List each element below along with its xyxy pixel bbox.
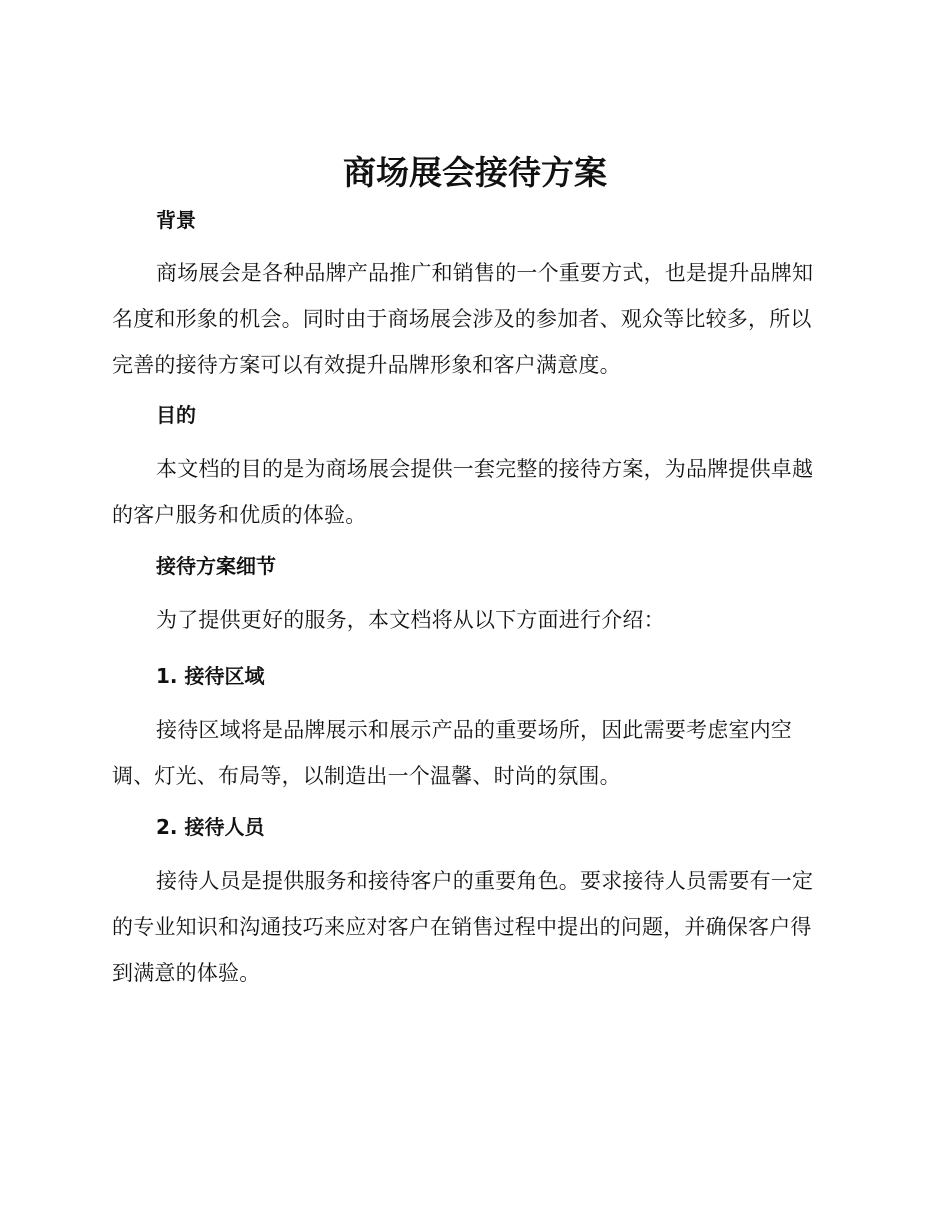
section-paragraph-purpose: 本文档的目的是为商场展会提供一套完整的接待方案，为品牌提供卓越的客户服务和优质的体验。	[112, 457, 814, 527]
section-paragraph-background: 商场展会是各种品牌产品推广和销售的一个重要方式，也是提升品牌知名度和形象的机会。同时由于商场展会涉及的参加者、观众等比较多，所以完善的接待方案可以有效提升品牌形象和客户满意度。	[112, 261, 814, 377]
section-heading-details: 接待方案细节	[156, 554, 276, 578]
section-heading-background: 背景	[156, 208, 196, 232]
document-title: 商场展会接待方案	[343, 153, 607, 192]
section-paragraph-details: 为了提供更好的服务，本文档将从以下方面进行介绍：	[156, 608, 665, 632]
section-paragraph-reception-staff: 接待人员是提供服务和接待客户的重要角色。要求接待人员需要有一定的专业知识和沟通技巧来应对客户在销售过程中提出的问题，并确保客户得到满意的体验。	[112, 869, 814, 985]
section-heading-reception-staff: 2. 接待人员	[156, 815, 265, 839]
section-heading-reception-area: 1. 接待区域	[156, 664, 265, 688]
section-heading-purpose: 目的	[156, 403, 196, 427]
section-paragraph-reception-area: 接待区域将是品牌展示和展示产品的重要场所，因此需要考虑室内空调、灯光、布局等，以制造出一个温馨、时尚的氛围。	[112, 718, 792, 788]
